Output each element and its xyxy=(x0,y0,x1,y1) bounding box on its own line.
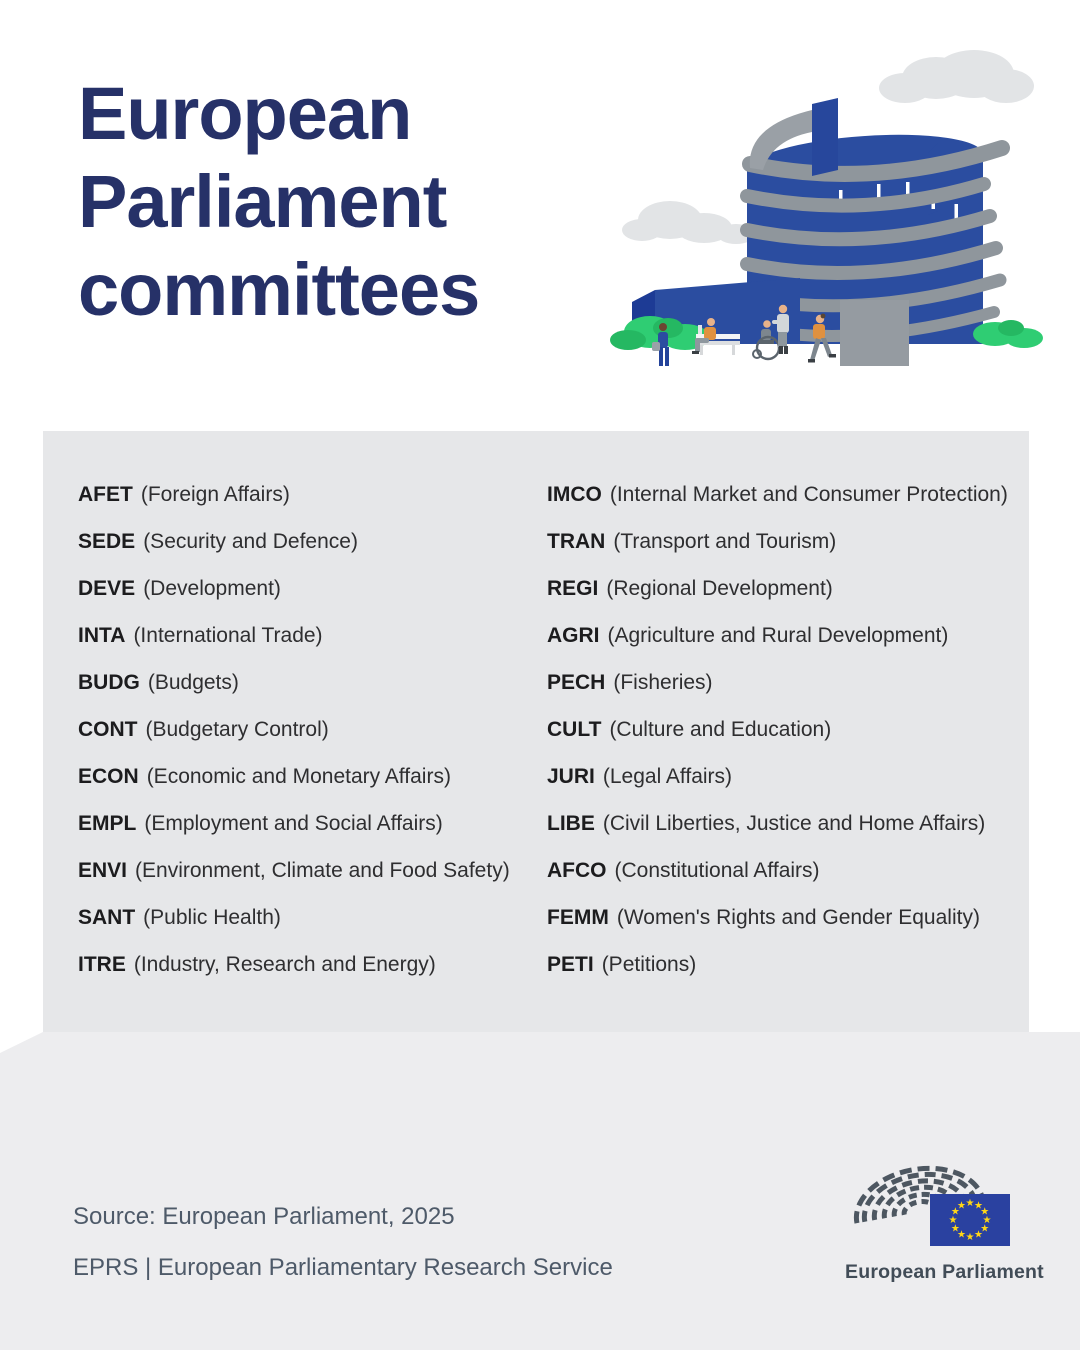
committee-item xyxy=(547,624,1008,671)
source-note: Source: European Parliament, 2025 xyxy=(73,1203,455,1230)
committee-name: (Internal Market and Consumer Protection) xyxy=(609,483,1008,506)
eu-flag-icon xyxy=(930,1194,1010,1246)
committee-item xyxy=(547,859,1008,906)
svg-text:★: ★ xyxy=(980,1223,990,1235)
committee-name: (Industry, Research and Energy) xyxy=(133,953,436,976)
svg-text:★: ★ xyxy=(950,1223,960,1235)
committee-name: (Environment, Climate and Food Safety) xyxy=(135,859,510,882)
svg-text:★: ★ xyxy=(950,1206,960,1218)
committee-code: AGRI xyxy=(547,624,600,647)
committee-name: (Transport and Tourism) xyxy=(613,530,837,553)
committee-code: AFCO xyxy=(547,859,607,882)
committee-item xyxy=(547,812,1008,859)
committee-name: (Agriculture and Rural Development) xyxy=(607,624,949,647)
title-line-3: committees xyxy=(78,248,480,331)
svg-text:★: ★ xyxy=(957,1200,966,1212)
committee-name: (Constitutional Affairs) xyxy=(614,859,820,882)
committee-item xyxy=(78,859,510,906)
entrance-block xyxy=(840,300,909,366)
committee-item xyxy=(547,765,1008,812)
committee-item xyxy=(547,953,1008,1000)
svg-text:★: ★ xyxy=(957,1229,966,1241)
committee-code: TRAN xyxy=(547,530,606,553)
committee-item xyxy=(78,953,510,1000)
committee-name: (Budgetary Control) xyxy=(145,718,329,741)
european-parliament-logo xyxy=(840,1154,1020,1264)
committee-name: (Regional Development) xyxy=(606,577,833,600)
committee-code: IMCO xyxy=(547,483,602,506)
svg-text:★: ★ xyxy=(948,1215,958,1226)
svg-text:★: ★ xyxy=(965,1198,975,1209)
committee-code: PECH xyxy=(547,671,606,694)
committee-code: BUDG xyxy=(78,671,140,694)
committee-code: DEVE xyxy=(78,577,136,600)
european-parliament-logo-label: European Parliament xyxy=(845,1261,1044,1283)
committee-name: (Development) xyxy=(143,577,281,600)
committee-item xyxy=(78,765,510,812)
committee-item xyxy=(78,530,510,577)
committee-item xyxy=(78,577,510,624)
svg-text:★: ★ xyxy=(965,1232,975,1243)
committee-item xyxy=(78,624,510,671)
committee-code: ITRE xyxy=(78,953,126,976)
committee-panel xyxy=(43,431,1029,1032)
committee-item xyxy=(78,718,510,765)
committee-code: SANT xyxy=(78,906,136,929)
committee-name: (Women's Rights and Gender Equality) xyxy=(616,906,980,929)
committee-code: LIBE xyxy=(547,812,595,835)
committee-name: (Civil Liberties, Justice and Home Affairs) xyxy=(602,812,986,835)
committee-code: ECON xyxy=(78,765,139,788)
committee-item xyxy=(547,718,1008,765)
committee-column-left xyxy=(78,483,510,1000)
title-line-1: European xyxy=(78,72,412,155)
committee-name: (Fisheries) xyxy=(613,671,713,694)
committee-item xyxy=(78,483,510,530)
svg-text:★: ★ xyxy=(974,1229,983,1241)
committee-item xyxy=(547,671,1008,718)
committee-name: (Economic and Monetary Affairs) xyxy=(146,765,451,788)
committee-name: (Security and Defence) xyxy=(143,530,358,553)
committee-item xyxy=(78,671,510,718)
committee-name: (Culture and Education) xyxy=(609,718,832,741)
committee-code: FEMM xyxy=(547,906,609,929)
title-line-2: Parliament xyxy=(78,160,447,243)
committee-code: AFET xyxy=(78,483,133,506)
svg-text:★: ★ xyxy=(974,1200,983,1212)
committee-name: (Petitions) xyxy=(601,953,697,976)
parliament-building-illustration xyxy=(600,48,1060,380)
committee-name: (Employment and Social Affairs) xyxy=(144,812,443,835)
svg-text:★: ★ xyxy=(982,1215,992,1226)
committee-item xyxy=(547,530,1008,577)
committee-code: ENVI xyxy=(78,859,128,882)
committee-item xyxy=(78,906,510,953)
committee-name: (International Trade) xyxy=(133,624,323,647)
committee-code: JURI xyxy=(547,765,595,788)
committee-code: EMPL xyxy=(78,812,137,835)
committee-code: PETI xyxy=(547,953,594,976)
committee-code: SEDE xyxy=(78,530,136,553)
committee-code: REGI xyxy=(547,577,599,600)
committee-name: (Foreign Affairs) xyxy=(140,483,290,506)
committee-name: (Public Health) xyxy=(143,906,281,929)
committee-name: (Legal Affairs) xyxy=(602,765,733,788)
committee-column-right xyxy=(547,483,1008,1000)
committee-code: CULT xyxy=(547,718,602,741)
committee-item xyxy=(78,812,510,859)
eprs-credit: EPRS | European Parliamentary Research Service xyxy=(73,1254,613,1281)
svg-text:★: ★ xyxy=(980,1206,990,1218)
committee-item xyxy=(547,906,1008,953)
committee-item xyxy=(547,577,1008,624)
committee-name: (Budgets) xyxy=(147,671,239,694)
committee-item xyxy=(547,483,1008,530)
committee-code: CONT xyxy=(78,718,138,741)
committee-code: INTA xyxy=(78,624,126,647)
page-title xyxy=(78,70,623,334)
